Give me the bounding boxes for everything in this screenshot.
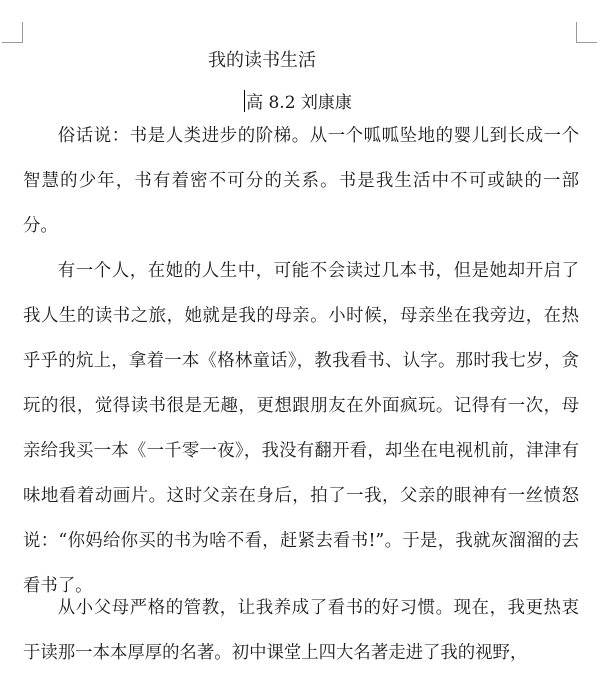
paragraph-3[interactable]: 从小父母严格的管教，让我养成了看书的好习惯。现在，我更热衷于读那一本本厚厚的名著。初中课堂上四大名著走进了我的视野， xyxy=(23,598,579,663)
document-title[interactable]: 我的读书生活 xyxy=(208,50,316,71)
text-cursor xyxy=(244,90,245,112)
document-subtitle[interactable]: 高 8.2 刘康康 xyxy=(246,93,352,113)
document-subtitle-line[interactable] xyxy=(0,90,596,116)
paragraph-1[interactable]: 俗话说：书是人类进步的阶梯。从一个呱呱坠地的婴儿到长成一个智慧的少年，书有着密不可分的关系。书是我生活中不可或缺的一部分。 xyxy=(23,126,579,236)
top-right-crop-mark xyxy=(576,22,597,43)
top-left-crop-mark xyxy=(2,22,23,43)
paragraph-2[interactable]: 有一个人，在她的人生中，可能不会读过几本书，但是她却开启了我人生的读书之旅，她就是我的母亲。小时候，母亲坐在我旁边，在热乎乎的炕上，拿着一本《格林童话》，教我看书、认字。那时我七岁，贪玩的很，觉得读书很是无趣，更想跟朋友在外面疯玩。记得有一次，母亲给我买一本《一千零一夜》，我没有翻开看，却坐在电视机前，津津有味地看着动画片。这时父亲在身后，拍了一我，父亲的眼神有一丝愤怒说：“你妈给你买的书为啥不看，赶紧去看书!”。于是，我就灰溜溜的去看书了。 xyxy=(23,261,579,596)
